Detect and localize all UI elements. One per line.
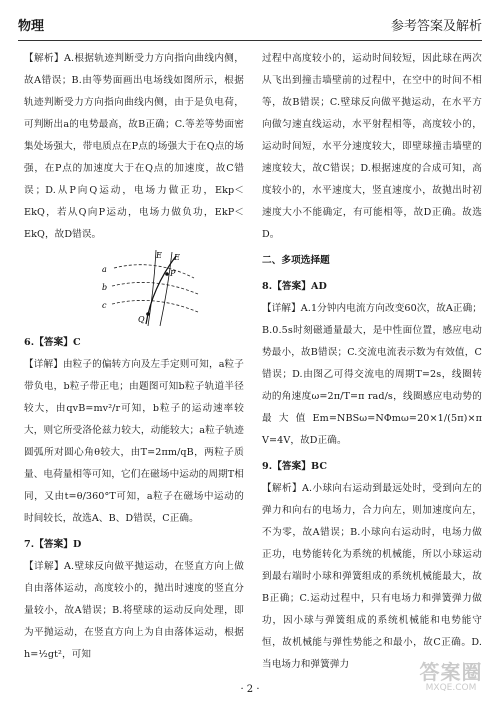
q6-analysis: 【详解】由粒子的偏转方向及左手定则可知，a粒子带负电，b粒子带正电；由题图可知b粒子轨道半径较大，由qvB=mv²/r可知，b粒子的运动速率较大，则它所受洛伦兹力较大，动能较大；a粒子轨迹圆弧所对圆心角θ较大，由T=2πm/qB，两粒子质量、电荷量相等可知，它们在磁场中运动的周期T相同，又由t=θ/360°T可知，a粒子在磁场中运动的时间较长，故选A、B、D错误，C正确。 <box>24 359 244 524</box>
q7-answer: 7.【答案】D <box>24 539 82 550</box>
q8-answer: 8.【答案】AD <box>262 281 327 292</box>
header-title: 参考答案及解析 <box>390 19 482 34</box>
watermark-logo <box>416 661 486 697</box>
q8-analysis: 【详解】A.1分钟内电流方向改变60次，故A正确；B.0.5s时刻磁通量最大，是中性面位置，感应电动势最小，故B错误；C.交流电流表示数为有效值，C错误；D.由图乙可得交流电的周期T=2s，线圈转动的角速度ω=2π/T=π rad/s，线圈感应电动势的最大值Em=NBSω=NΦmω=20×1/(5π)×π V=4V，故D正确。 <box>262 303 482 446</box>
page-header <box>18 12 482 41</box>
watermark-bottom: MXQE.COM <box>425 683 477 693</box>
page-number: · 2 · <box>240 684 260 695</box>
q9-analysis: 【解析】A.小球向右运动到最远处时，受到向左的弹力和向右的电场力，合力向左，则加速度向左，不为零，故A错误；B.小球向右运动时，电场力做正功，电势能转化为系统的机械能，所以小球运动到最右端时小球和弹簧组成的系统机械能最大，故B正确；C.运动过程中，只有电场力和弹簧弹力做功，因小球与弹簧组成的系统机械能和电势能守恒，故机械能与弹性势能之和最小，故C正确。D.当电场力和弹簧弹力 <box>262 483 482 670</box>
label-a: a <box>102 265 107 274</box>
electric-field-diagram <box>94 248 214 328</box>
q6-answer: 6.【答案】C <box>24 337 81 348</box>
subject-label: 物理 <box>18 19 45 34</box>
section-title: 二、多项选择题 <box>262 255 330 266</box>
left-column <box>24 48 244 666</box>
label-p: P <box>170 269 176 278</box>
label-c: c <box>102 301 107 310</box>
q7-analysis: 【详解】A.壁球反向做平抛运动，在竖直方向上做自由落体运动，高度较小的，抛出时速度的竖直分量较小，故A错误；B.将壁球的运动反向处理，即为平抛运动，在竖直方向上为自由落体运动，根据h=½gt²，可知 <box>24 561 244 660</box>
label-e1: E <box>156 251 162 260</box>
label-e2: E <box>174 253 180 262</box>
label-q: Q <box>138 315 145 324</box>
label-b: b <box>102 283 108 292</box>
right-column <box>262 48 482 676</box>
q7-analysis-continued: 过程中高度较小的，运动时间较短，因此球在两次从飞出到撞击墙壁前的过程中，在空中的时间不相等，故B错误；C.壁球反向做平抛运动，在水平方向做匀速直线运动，水平射程相等，高度较小的，运动时间短，水平分速度较大，即壁球撞击墙壁的速度较大，故C错误；D.根据速度的合成可知，高度较小的，水平速度大，竖直速度小，故抛出时初速度大小不能确定，有可能相等，故D正确。故选D。 <box>262 53 482 240</box>
q9-answer: 9.【答案】BC <box>262 461 328 472</box>
watermark-top: 答案圈 <box>419 660 483 684</box>
q5-analysis: 【解析】A.根据轨迹判断受力方向指向曲线内侧，故A错误；B.由等势面画出电场线如图所示，根据轨迹判断受力方向指向曲线内侧，由于是负电荷，可判断出a的电势最高，故B正确；C.等差等势面密集处场强大，带电质点在P点的场强大于在Q点的场强，在P点的加速度大于在Q点的加速度，故C错误；D.从P向Q运动，电场力做正功，Ekp＜EkQ，若从Q向P运动，电场力做负功，EkP＜EkQ，故D错误。 <box>24 53 244 240</box>
